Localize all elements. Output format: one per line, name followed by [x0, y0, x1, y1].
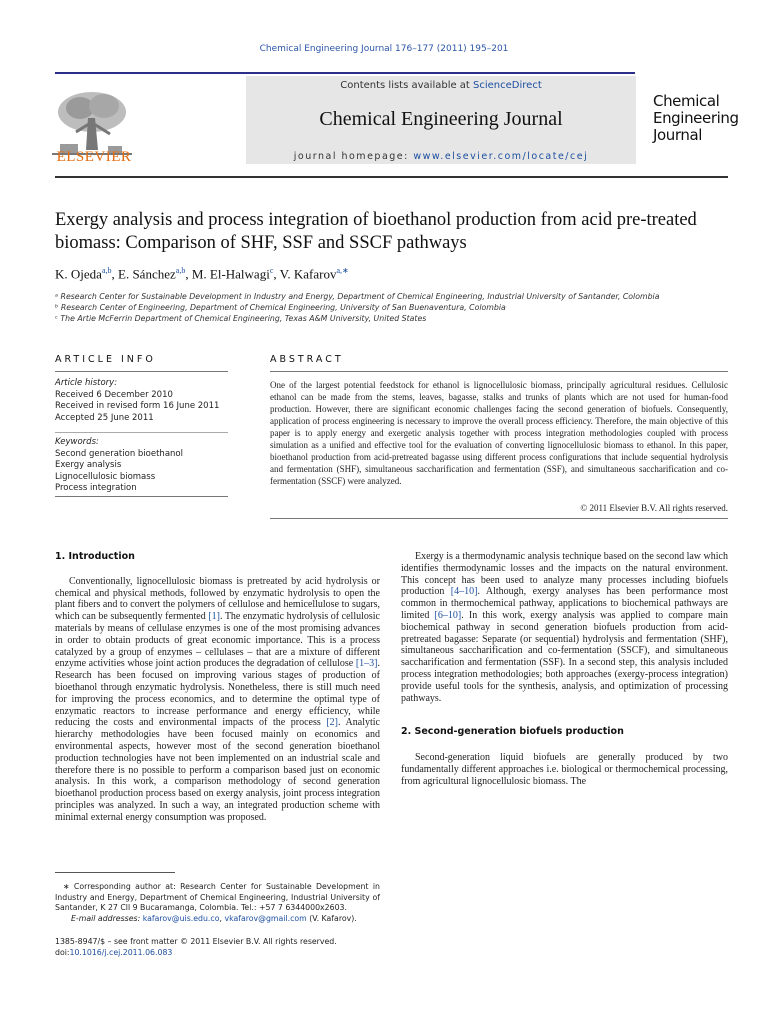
email-line [55, 914, 380, 925]
issn-line: 1385-8947/$ – see front matter © 2011 Elsevier B.V. All rights reserved. [55, 937, 337, 946]
homepage-line [246, 151, 636, 162]
email-link[interactable]: vkafarov@gmail.com [224, 913, 307, 923]
affiliation: ᵃ Research Center for Sustainable Development in Industry and Energy, Department of Chemical Engineering, Industrial University of Santander, Colombia [55, 292, 660, 301]
history-item: Received 6 December 2010 [55, 389, 173, 400]
author-name: V. Kafarov [279, 266, 337, 282]
sciencedirect-link[interactable]: ScienceDirect [473, 80, 542, 91]
cover-line: Journal [653, 126, 703, 144]
body-column-left [55, 551, 380, 824]
body-column-right [401, 551, 728, 788]
text-run: (V. Kafarov). [306, 913, 357, 923]
footnote-rule [55, 872, 175, 873]
section-heading: 2. Second-generation biofuels production [401, 726, 624, 738]
keywords-label: Keywords: [55, 437, 99, 447]
paragraph [401, 551, 728, 704]
affiliation: ᶜ The Artie McFerrin Department of Chemical Engineering, Texas A&M University, United States [55, 314, 427, 323]
header-rule-top [55, 72, 635, 74]
keywords [55, 437, 230, 495]
contents-prefix: Contents lists available at [340, 80, 474, 91]
journal-reference[interactable]: Chemical Engineering Journal 176–177 (2011) 195–201 [259, 44, 509, 54]
keyword: Process integration [55, 483, 137, 493]
header-rule-bottom [55, 176, 728, 178]
homepage-link[interactable]: www.elsevier.com/locate/cej [413, 151, 589, 162]
doi-prefix: doi: [55, 948, 70, 957]
abstract-heading: ABSTRACT [270, 354, 344, 365]
article-info-heading: ARTICLE INFO [55, 354, 156, 365]
author-name: E. Sánchez [118, 266, 176, 282]
text-run: . Although, exergy analyses has been performance most common in thermochemical pathway, applications to biochemical pathways are limited [401, 586, 729, 621]
history-label: Article history: [55, 378, 118, 388]
email-link[interactable]: kafarov@uis.edu.co [142, 913, 220, 923]
author-affiliation-marker[interactable]: a,∗ [336, 266, 349, 275]
publisher-name: ELSEVIER [56, 149, 132, 165]
divider [55, 371, 228, 372]
keyword: Lignocellulosic biomass [55, 471, 156, 482]
front-matter [55, 936, 380, 958]
affiliation: ᵇ Research Center of Engineering, Department of Chemical Engineering, University of San Buenaventura, Colombia [55, 303, 506, 312]
doi-link[interactable]: 10.1016/j.cej.2011.06.083 [69, 948, 173, 957]
email-label: E-mail addresses: [71, 913, 143, 923]
article-history [55, 378, 230, 424]
author-affiliation-marker[interactable]: a,b [175, 266, 186, 275]
text-run: Conventionally, lignocellulosic biomass is pretreated by acid hydrolysis or chemical and physical methods, followed by enzymatic hydrolysis to open the plant fibers and to convert the polymers of cellulose and hemicellulose to sugars, which can be subsequently fermented [55, 575, 380, 623]
cover-line: Engineering [653, 109, 739, 127]
paragraph [55, 576, 380, 824]
text-run: Exergy is a thermodynamic analysis technique based on the second law which identifies thermodynamic losses and the impacts on the natural environment. This concept has been used to analyze many processes including biofuels production [401, 551, 728, 598]
text-run: , [219, 913, 225, 923]
text-run: . Analytic hierarchy methodologies have been focused mainly on economics and environmental aspects, however most of the second generation bioethanol production technologies have not been implemented on an industrial scale and therefore there is no possible to perform a comparison based just on economic analysis. In this work, a comparison methodology of second generation bioethanol production process based on exergy analysis, joint process integration principles was analyzed. In such a way, an integrated production scheme with minimal external energy consumption was proposed. [55, 717, 380, 823]
paragraph: Second-generation liquid biofuels are generally produced by two fundamentally different approaches i.e. biological or thermochemical processing, from agricultural lignocellulosic biomass. The [401, 752, 728, 787]
citation-link[interactable]: [1] [208, 611, 220, 623]
divider [55, 496, 228, 497]
history-item: Received in revised form 16 June 2011 [55, 401, 220, 411]
citation-link[interactable]: [6–10] [434, 609, 462, 621]
author-affiliation-marker[interactable]: a,b [101, 266, 112, 275]
text-run: . Research has been focused on improving various stages of production of bioethanol through enzymatic hydrolysis. Nonetheless, there is still much need for improving the process economics, and to determine the optimal type of enzymatic reactors to increase performance and energy efficiency, while reducing the costs and environmental impacts of the process [55, 658, 380, 729]
author-list: K. Ojeda$^{a,b}$, E. Sánchez$^{a,b}$, M. El-Halwagi$^c$, V. Kafarov$^{a,∗}$ [55, 266, 349, 282]
corresponding-author: ∗ Corresponding author at: Research Center for Sustainable Development in Industry and Energy, Department of Chemical Engineering, Industrial University of Santander, K 27 Cll 9 Bucaramanga, Colombia. Tel.: +57 7 6344000x2603. [55, 882, 380, 912]
section-heading: 1. Introduction [55, 551, 135, 562]
cover-line: Chemical [653, 92, 720, 110]
contents-line [246, 80, 636, 91]
journal-cover-title [653, 93, 753, 144]
divider [270, 371, 728, 372]
keyword: Second generation bioethanol [55, 448, 183, 459]
divider [55, 432, 228, 433]
copyright: © 2011 Elsevier B.V. All rights reserved. [580, 503, 728, 513]
corresponding-author-footnote [55, 882, 380, 924]
text-run: . In this work, exergy analysis was applied to compare main biochemical pathway in second generation biofuels production from acid-pretreated bagasse: Separate (or sequential) hydrolysis and fermentation (SHF), simultaneous saccharification and co-fermentation (SSCF), and simultaneous saccharification and fermentation (SSF). In a second step, this analysis included process integration methodologies; both approaches (exergy-process integration) provide useful tools for the synthesis, analysis, and optimization of processing pathways. [401, 609, 728, 704]
citation-link[interactable]: [2] [326, 717, 339, 729]
divider [270, 518, 728, 519]
keyword: Exergy analysis [55, 460, 122, 470]
author-affiliation-marker[interactable]: c [269, 266, 274, 275]
citation-link[interactable]: [4–10] [450, 586, 478, 598]
article-title: Exergy analysis and process integration of bioethanol production from acid pre-treated biomass: Comparison of SHF, SSF and SSCF pathways [55, 210, 697, 253]
journal-name: Chemical Engineering Journal [319, 108, 563, 130]
author-name: K. Ojeda [55, 266, 102, 282]
affiliations [55, 291, 735, 324]
citation-link[interactable]: [1–3] [355, 658, 378, 670]
author-name: M. El-Halwagi [191, 266, 270, 282]
homepage-prefix: journal homepage: [293, 151, 414, 162]
text-run: . The enzymatic hydrolysis of cellulosic materials by means of cellulase enzymes is one of the most promising advances in order to obtain products of great economic importance. This is a process catalyzed by a group of enzymes – cellulases – that are a mixture of different enzyme activities whose joint action produces the degradation of cellulose [55, 611, 380, 670]
abstract-text: One of the largest potential feedstock for ethanol is lignocellulosic biomass, principally agricultural residues. Cellulosic ethanol can be made from the stems, leaves, bagasse, stalks and trunks of plants which are not used for human-food production. However, there are significant economic challenges facing the second generation of biofuels. Consequently, application of process engineering is necessary to improve the overall process efficiency. Therefore, the main objective of this paper is to apply energy and exergetic analysis together with process integration methodologies coupled with process simulation as a unified and effective tool for the evaluation of converting lignocellulosic biomass to ethanol. In this paper, bioethanol production from acid-pretreated bagasse using different process configurations that include sequential hydrolysis and fermentation (SHF), simultaneous saccharification and fermentation (SSF), and simultaneous saccharification and co-fermentation (SSCF) were analyzed. [270, 380, 728, 486]
history-item: Accepted 25 June 2011 [55, 412, 154, 423]
doi-line [55, 947, 380, 958]
